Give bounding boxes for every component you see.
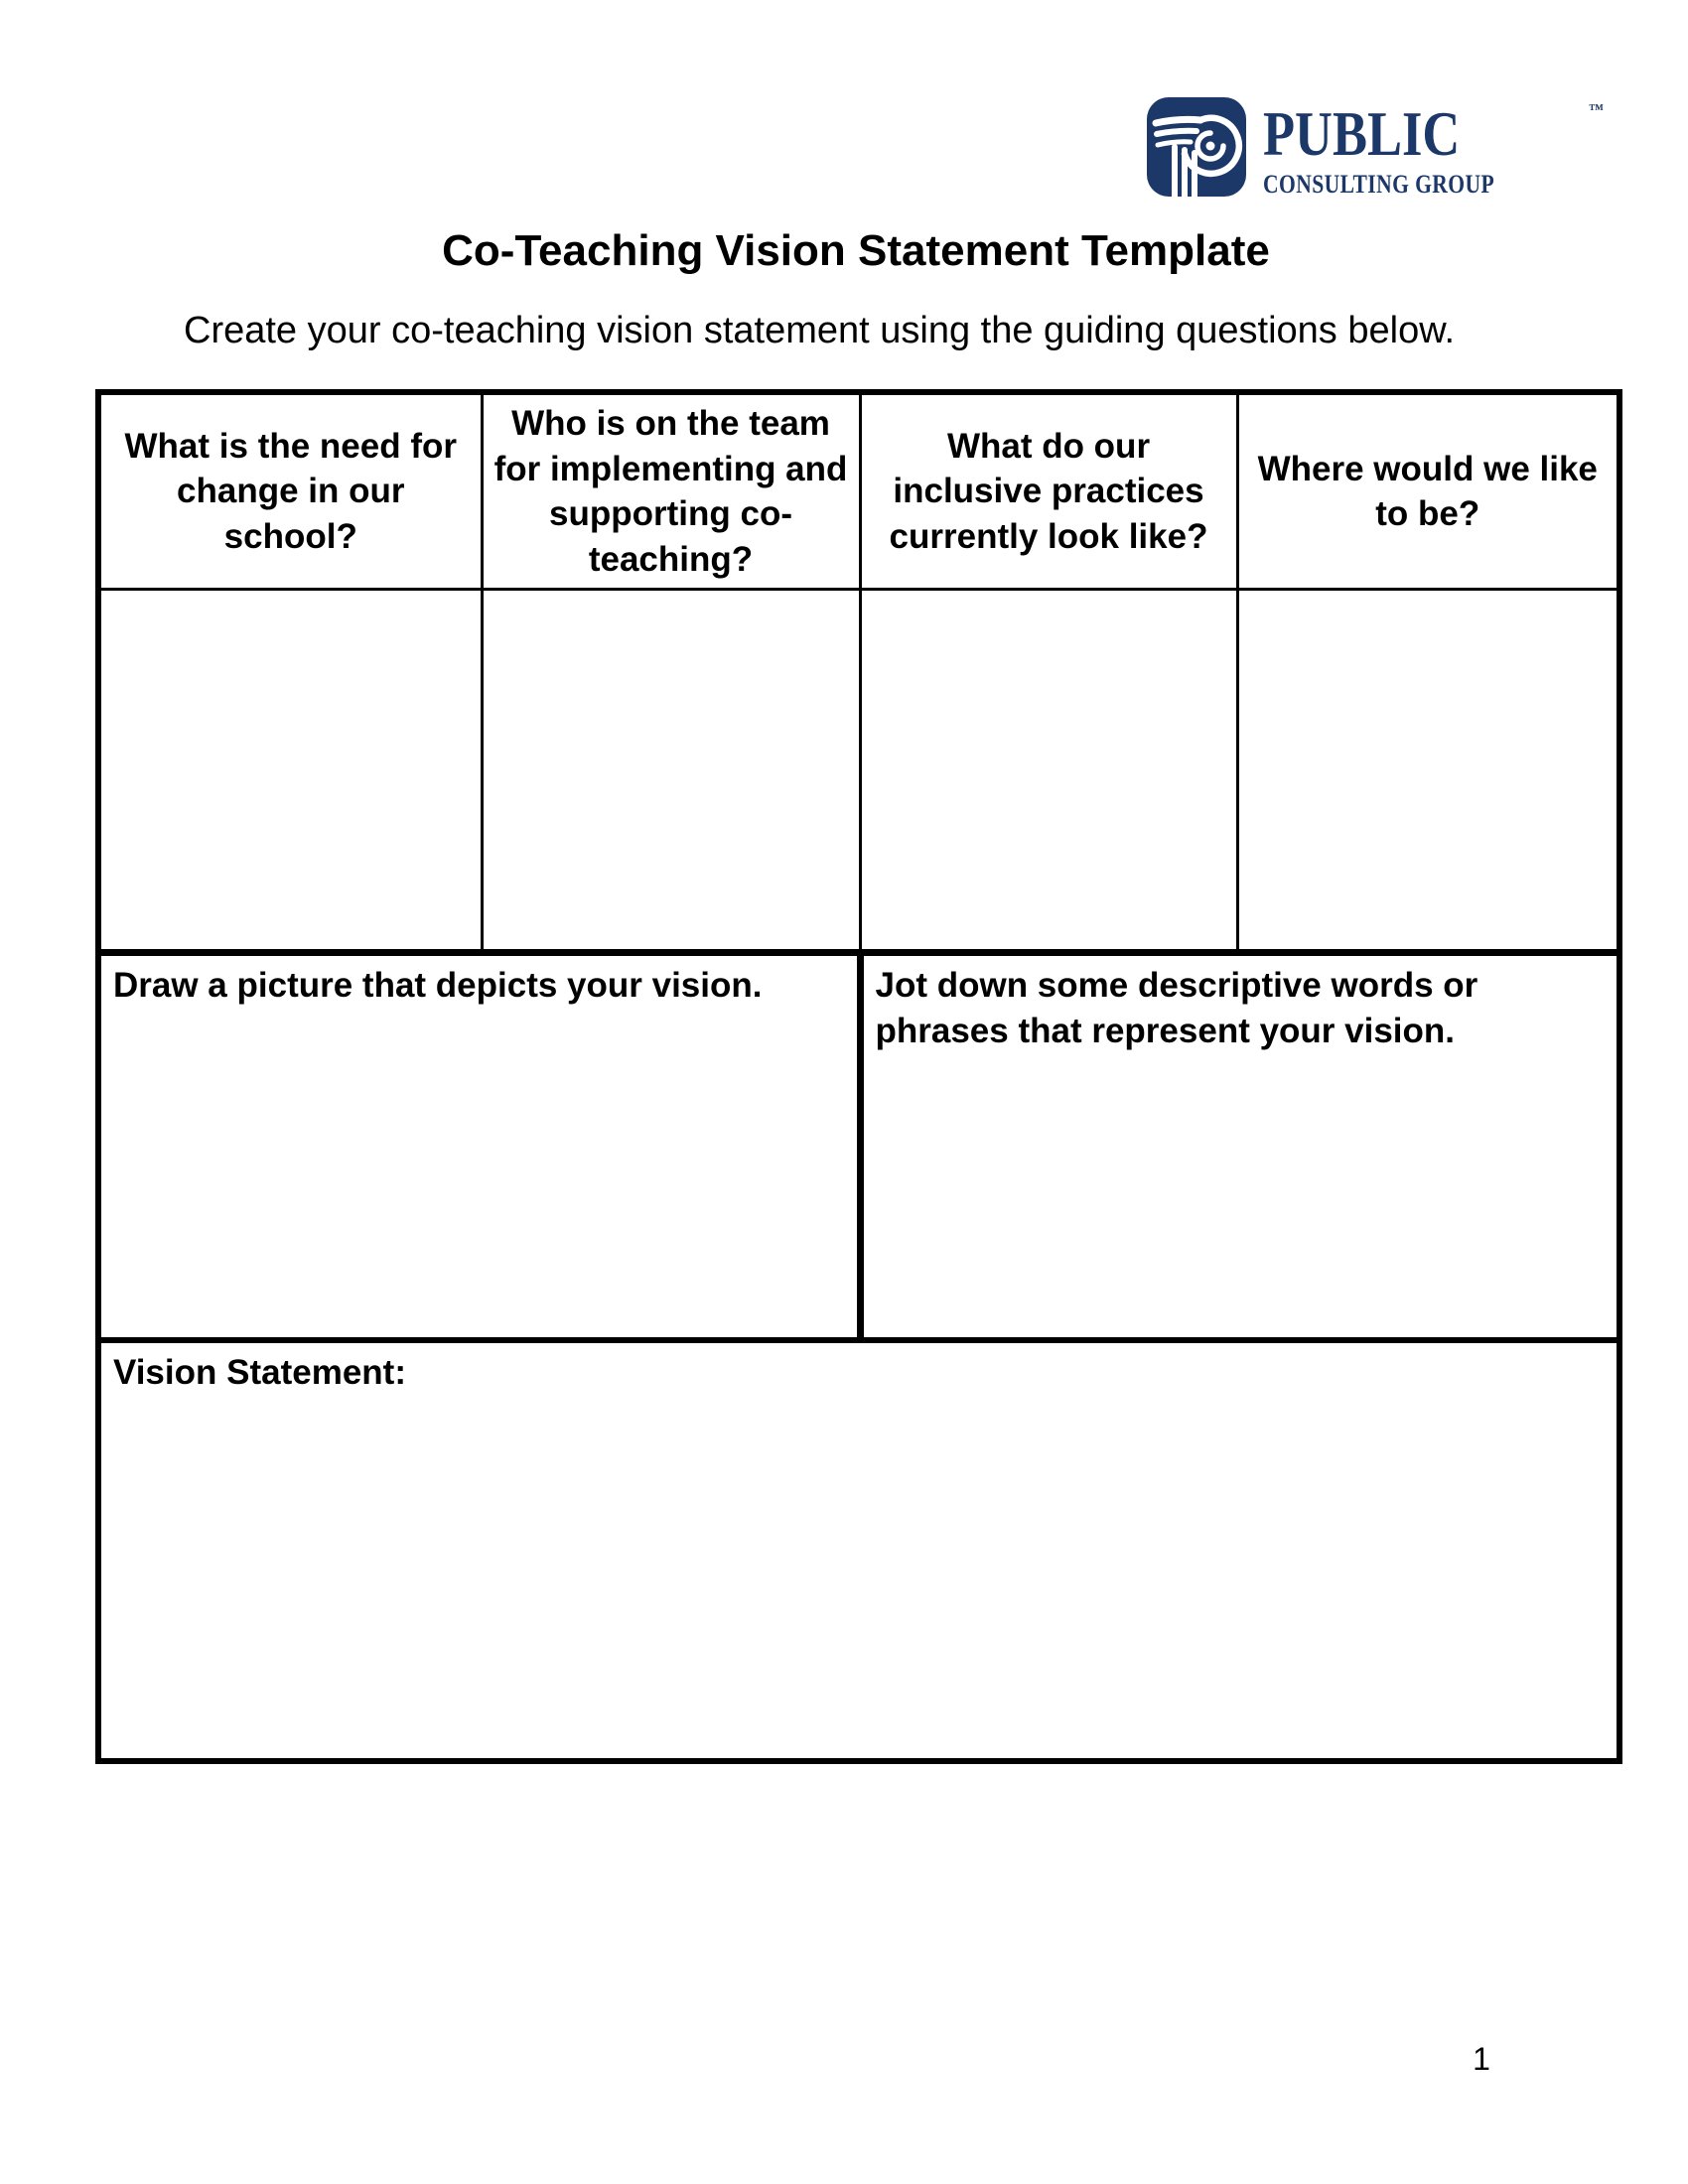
header-team	[482, 392, 860, 590]
header-label: What do our inclusive practices currently look like?	[889, 426, 1208, 556]
jot-words-cell[interactable]	[860, 953, 1619, 1340]
need-for-change-input-cell[interactable]	[98, 590, 482, 953]
vision-statement-label: Vision Statement:	[113, 1352, 406, 1392]
draw-picture-cell[interactable]	[98, 953, 860, 1340]
instruction-text: Create your co-teaching vision statement using the guiding questions below.	[184, 310, 1456, 351]
pcg-logo-text	[1263, 97, 1604, 199]
header-current-practices	[860, 392, 1237, 590]
pcg-brand-subtitle: CONSULTING GROUP	[1263, 170, 1495, 199]
header-label: What is the need for change in our school?	[124, 426, 457, 556]
page-number: 1	[1473, 2041, 1490, 2077]
header-need-for-change	[98, 392, 482, 590]
team-input-cell[interactable]	[482, 590, 860, 953]
where-to-be-input-cell[interactable]	[1237, 590, 1619, 953]
pcg-brand-name: PUBLIC	[1263, 98, 1461, 169]
header-where-to-be	[1237, 392, 1619, 590]
table-header-row	[98, 392, 1619, 590]
jot-words-prompt: Jot down some descriptive words or phrases that represent your vision.	[875, 966, 1478, 1050]
draw-picture-prompt: Draw a picture that depicts your vision.	[113, 966, 763, 1005]
current-practices-input-cell[interactable]	[860, 590, 1237, 953]
vision-statement-row	[98, 1340, 1619, 1761]
header-label: Where would we like to be?	[1257, 449, 1598, 533]
trademark-symbol: ™	[1589, 102, 1604, 118]
page-title: Co-Teaching Vision Statement Template	[442, 226, 1270, 275]
table-entry-row	[98, 590, 1619, 953]
header-label: Who is on the team for implementing and supporting co-teaching?	[493, 404, 848, 579]
pcg-column-icon	[1147, 97, 1246, 197]
draw-jot-row	[98, 953, 1619, 1340]
pcg-logo	[1147, 97, 1604, 199]
vision-statement-cell[interactable]	[98, 1340, 1619, 1761]
vision-template-table	[95, 389, 1622, 1764]
